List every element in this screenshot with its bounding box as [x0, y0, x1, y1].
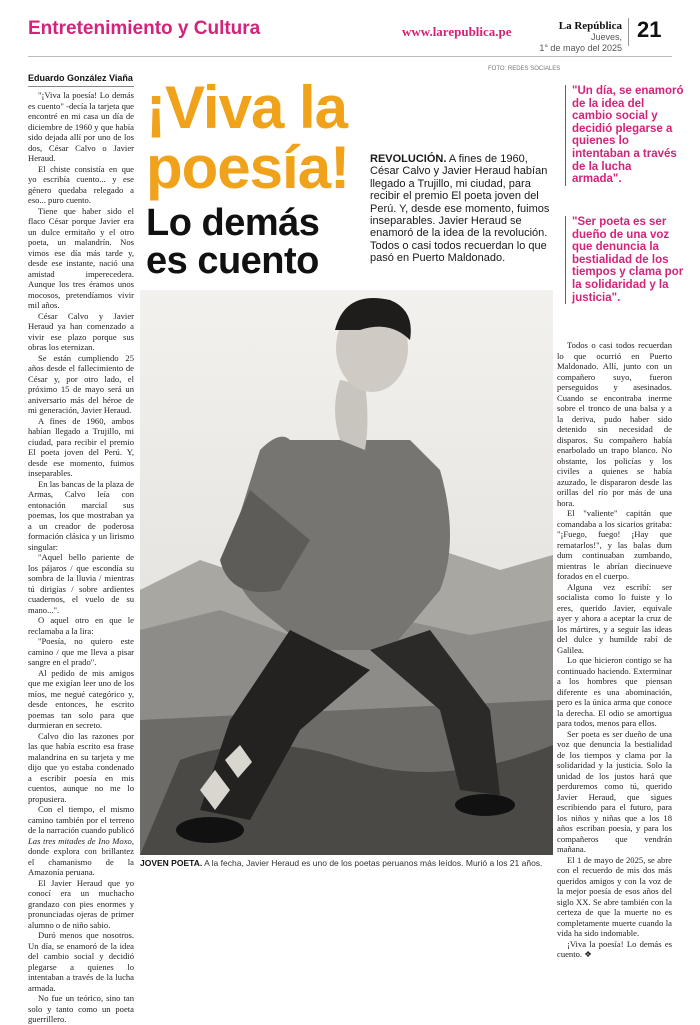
- photo-credit: FOTO: REDES SOCIALES: [488, 66, 561, 72]
- paragraph: El 1 de mayo de 2025, se abre con el recuerdo de mis dos más queridos amigos y con la voz de la mejor poesía de esos años del siglo XX. Se abre también con la certeza de que la muerte no es completamente muerte cuando la vida ha sido indomable.: [557, 854, 672, 938]
- headline-line: ¡Viva la: [146, 74, 348, 141]
- masthead: [536, 19, 622, 54]
- paragraph: Calvo dio las razones por las que había escrito esa frase malandrina en su tarjeta y me dijo que yo estaba condenado a escribir poesía en mis cuentos, aunque no me lo propusiera.: [28, 730, 134, 804]
- paragraph: César Calvo y Javier Heraud ya han comenzado a vivir ese plazo porque sus obras los eternizan.: [28, 310, 134, 352]
- text-run: , donde explora con brillantez el chamanismo de la Amazonía peruana.: [28, 835, 134, 877]
- headline-main: [146, 74, 350, 201]
- caption-text: A la fecha, Javier Heraud es uno de los poetas peruanos más leídos. Murió a los 21 años.: [204, 858, 543, 868]
- author-byline: Eduardo González Viaña: [28, 73, 134, 87]
- paragraph: "¡Viva la poesía! Lo demás es cuento" -decía la tarjeta que encontré en mi casa un día de diciembre de 1960 y que había sido dejada allí por uno de los dos, César Calvo o Javier Heraud.: [28, 90, 134, 163]
- poet-photo: [140, 290, 553, 855]
- paragraph: Tiene que haber sido el flaco César porque Javier era un dulce ermitaño y el otro poeta, un malandrín. Nos vimos ese día más tarde y, desde ese instante, nació una amistad imperecedera. Aunque los tres éramos unos mocosos, pretendíamos vivir mil años.: [28, 205, 134, 310]
- paragraph: No fue un teórico, sino tan solo y tanto como un poeta guerrillero.: [28, 993, 134, 1024]
- photo-caption: [140, 858, 553, 868]
- lead-paragraph: [370, 153, 552, 265]
- paragraph: "Poesía, no quiero este camino / que me lleva a pisar sangre en el prado".: [28, 636, 134, 667]
- lead-text: A fines de 1960, César Calvo y Javier Heraud habían llegado a Trujillo, mi ciudad, para recibir el premio El poeta joven del Perú. Y, desde ese momento, fuimos inseparables. Javier Heraud se enamoró de la idea de la revolución. Todos o casi todos recuerdan lo que pasó en Puerto Maldonado.: [370, 153, 550, 265]
- section-title: Entretenimiento y Cultura: [28, 18, 261, 39]
- paragraph: O aquel otro en que le reclamaba a la lira:: [28, 615, 134, 636]
- paragraph: El Javier Heraud que yo conocí era un muchacho grandazo con pies enormes y pronunciadas ojeras de primer alumno o de niño sabio.: [28, 877, 134, 930]
- header-rule: [28, 56, 672, 57]
- issue-day: Jueves,: [590, 32, 622, 42]
- headline-line: Lo demás: [146, 202, 320, 244]
- paragraph: "Aquel bello pariente de los pájaros / que escondía su sombra de la lluvia / mientras tú dirigías / sobre ardientes cuadernos, el vuelo de su mano...".: [28, 552, 134, 615]
- book-title: Las tres mitades de Ino Moxo: [28, 835, 132, 846]
- paragraph: A fines de 1960, ambos habían llegado a Trujillo, mi ciudad, para recibir el premio El poeta joven del Perú. Y, desde ese momento, fuimos inseparables.: [28, 415, 134, 478]
- article-column-right: [557, 340, 672, 960]
- text-run: Con el tiempo, el mismo camino también por el terreno de la narración cuando publicó: [28, 804, 134, 835]
- paragraph: En las bancas de la plaza de Armas, Calvo leía con entonación marcial sus poemas, los que mostraban ya a un creador de poderosa formación clásica y un lirismo singular:: [28, 478, 134, 552]
- site-url-link[interactable]: www.larepublica.pe: [402, 24, 512, 39]
- paragraph: Todos o casi todos recuerdan lo que ocurrió en Puerto Maldonado. Allí, junto con un compañero suyo, fueron perseguidos y asesinados. Cuando se encontraba inerme sobre el tronco de una balsa y a la deriva, pudo haber sido detenido sin necesidad de disparos. Su compañero había enarbolado un trapo blanco. No obstante, los policías y los civiles a quienes se había azuzado, le dispararon desde las orillas del río por más de una hora.: [557, 340, 672, 508]
- pull-quote: "Un día, se enamoró de la idea del cambio social y decidió plegarse a quienes lo intentaban a través de la lucha armada".: [565, 85, 684, 186]
- paragraph: Se están cumpliendo 25 años desde el fallecimiento de César y, por otro lado, el próximo 15 de mayo será un aniversario más del héroe de mi generación, Javier Heraud.: [28, 352, 134, 415]
- paragraph: El chiste consistía en que yo escribía cuento... y ese género quedaba relegado a eso... puro cuento.: [28, 163, 134, 205]
- paragraph: Alguna vez escribí: ser socialista como lo fuiste y lo eres, querido Javier, equivale ayer y ahora a aceptar la cruz de los mártires, y a seguir las ideas del dulce y humilde rabí de Galilea.: [557, 581, 672, 655]
- caption-kicker: JOVEN POETA.: [140, 858, 203, 868]
- header-separator: [628, 18, 629, 46]
- article-column-left: [28, 90, 134, 1025]
- lead-kicker: REVOLUCIÓN.: [370, 153, 447, 165]
- page-number: 21: [637, 17, 662, 42]
- paragraph: [28, 804, 134, 878]
- paragraph: Ser poeta es ser dueño de una voz que denuncia la bestialidad de los tiempos y clama por la solidaridad y la justicia. Solo la unidad de los justos hará que perduremos como tú, querido Javier Heraud, que sigues escribiendo para el futuro, para los niños y niñas que a los 18 años escriban poesía, y para los compañeros que vendrán mañana.: [557, 728, 672, 854]
- brand-name: La República: [558, 20, 622, 32]
- headline-line: poesía!: [146, 134, 350, 201]
- paragraph: ¡Viva la poesía! Lo demás es cuento. ❖: [557, 938, 672, 959]
- paragraph: Al pedido de mis amigos que me exigían leer uno de los míos, me negué categórico y, desde entonces, he escrito poemas tan solo para que durmieran en secreto.: [28, 667, 134, 730]
- paragraph: Lo que hicieron contigo se ha continuado haciendo. Exterminar a los hombres que piensan diferente es una abominación, pero es la única arma que conoce la derecha. El odio se amortigua para todos, menos para ellos.: [557, 655, 672, 728]
- paragraph: Duró menos que nosotros. Un día, se enamoró de la idea del cambio social y decidió plegarse a quienes lo intentaban a través de la lucha armada.: [28, 930, 134, 993]
- paragraph: El "valiente" capitán que comandaba a los sicarios gritaba: "¡Fuego, fuego! ¡Hay que rematarlos!", y las balas dum dum continuaban zumbando, mientras le abrían diecinueve forados en el cuerpo.: [557, 508, 672, 581]
- headline-secondary: [146, 204, 319, 280]
- issue-date: 1° de mayo del 2025: [539, 43, 622, 53]
- headline-line: es cuento: [146, 240, 319, 282]
- poet-photo-illustration: [140, 290, 553, 855]
- pull-quote: "Ser poeta es ser dueño de una voz que denuncia la bestialidad de los tiempos y clama por la solidaridad y la justicia".: [565, 216, 684, 304]
